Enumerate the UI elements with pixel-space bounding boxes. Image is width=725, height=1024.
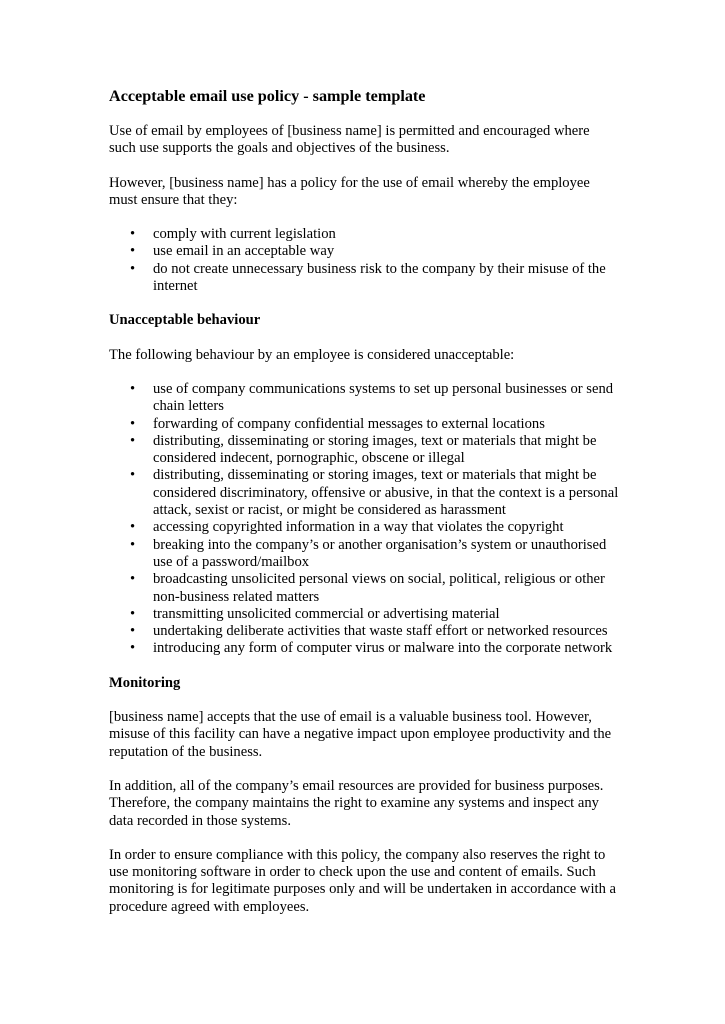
list-item-text: use email in an acceptable way: [153, 243, 335, 260]
list-item-text: distributing, disseminating or storing images, text or materials that might be considered indecent, pornographic, obscene or illegal: [153, 432, 597, 467]
list-item-text: forwarding of company confidential messages to external locations: [153, 415, 545, 432]
bullet-icon: •: [130, 380, 136, 397]
list-item: [109, 381, 619, 416]
list-item-text: distributing, disseminating or storing images, text or materials that might be considered discriminatory, offensive or abusive, in that the context is a personal attack, sexist or racist, or might be considered as harassment: [153, 467, 619, 519]
list-item: [109, 571, 619, 606]
bullet-icon: •: [130, 571, 136, 588]
list-item-text: introducing any form of computer virus or malware into the corporate network: [153, 640, 613, 657]
intro-paragraph: Use of email by employees of [business name] is permitted and encouraged where such use supports the goals and objectives of the business.: [109, 123, 590, 157]
list-item: [109, 519, 619, 536]
bullet-icon: •: [130, 605, 136, 622]
bullet-icon: •: [130, 623, 136, 640]
bullet-icon: •: [130, 260, 136, 277]
list-item-text: do not create unnecessary business risk to the company by their misuse of the internet: [153, 260, 606, 295]
bullet-icon: •: [130, 519, 136, 536]
bullet-icon: •: [130, 536, 136, 553]
bullet-icon: •: [130, 432, 136, 449]
list-item-text: use of company communications systems to set up personal businesses or send chain letters: [153, 380, 614, 415]
section-heading-unacceptable: Unacceptable behaviour: [109, 312, 261, 329]
monitoring-paragraph-2: In addition, all of the company’s email resources are provided for business purposes. Therefore, the company maintains the right to examine any systems and inspect any data recorded in those systems.: [109, 777, 604, 829]
intro-policy-paragraph: However, [business name] has a policy for the use of email whereby the employee must ensure that they:: [109, 174, 590, 208]
list-item: [109, 640, 619, 657]
list-item: [109, 467, 619, 519]
list-item-text: breaking into the company’s or another organisation’s system or unauthorised use of a password/mailbox: [153, 536, 607, 570]
unacceptable-bullet-list: [109, 381, 619, 658]
section-heading-monitoring: Monitoring: [109, 674, 181, 691]
unacceptable-lead: The following behaviour by an employee is considered unacceptable:: [109, 346, 515, 363]
list-item-text: undertaking deliberate activities that waste staff effort or networked resources: [153, 623, 608, 640]
document-body: [109, 86, 619, 933]
page-title: Acceptable email use policy - sample template: [109, 87, 426, 105]
intro-bullet-list: [109, 226, 619, 295]
bullet-icon: •: [130, 243, 136, 260]
list-item: [109, 433, 619, 468]
list-item: [109, 623, 619, 640]
list-item: [109, 226, 619, 243]
list-item-text: broadcasting unsolicited personal views on social, political, religious or other non-business related matters: [153, 571, 605, 605]
bullet-icon: •: [130, 415, 136, 432]
bullet-icon: •: [130, 467, 136, 484]
list-item: [109, 243, 619, 260]
list-item-text: comply with current legislation: [153, 226, 336, 243]
list-item: [109, 416, 619, 433]
list-item: [109, 261, 619, 296]
bullet-icon: •: [130, 226, 136, 243]
list-item: [109, 606, 619, 623]
monitoring-paragraph-1: [business name] accepts that the use of email is a valuable business tool. However, misuse of this facility can have a negative impact upon employee productivity and the reputation of the business.: [109, 709, 612, 760]
list-item-text: transmitting unsolicited commercial or advertising material: [153, 605, 500, 622]
list-item-text: accessing copyrighted information in a way that violates the copyright: [153, 519, 564, 536]
list-item: [109, 537, 619, 572]
bullet-icon: •: [130, 640, 136, 657]
monitoring-paragraph-3: In order to ensure compliance with this policy, the company also reserves the right to use monitoring software in order to check upon the use and content of emails. Such monitoring is for legitimate purposes only and will be undertaken in accordance with a procedure agreed with employees.: [109, 846, 616, 915]
